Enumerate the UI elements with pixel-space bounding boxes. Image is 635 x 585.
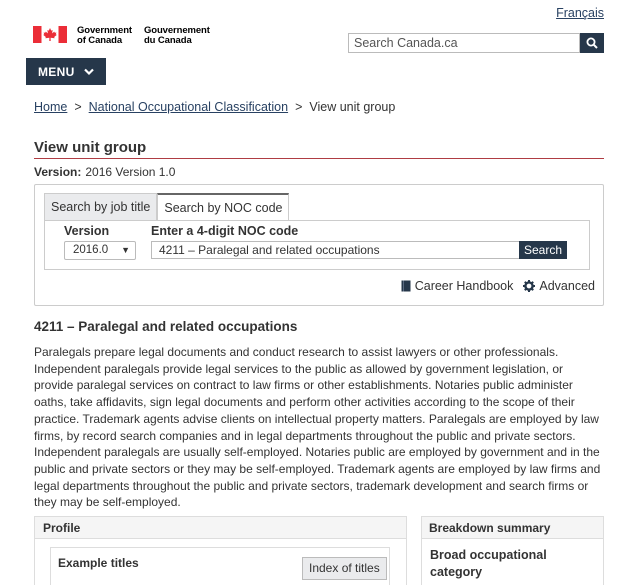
breadcrumb-separator: > bbox=[295, 100, 303, 114]
search-button[interactable] bbox=[580, 33, 604, 53]
unit-group-title: 4211 – Paralegal and related occupations bbox=[34, 319, 298, 334]
example-titles-heading: Example titles bbox=[58, 556, 139, 570]
menu-button[interactable] bbox=[26, 58, 106, 85]
profile-panel bbox=[34, 516, 407, 585]
menu-label: MENU bbox=[38, 64, 75, 79]
chevron-down-icon bbox=[84, 68, 94, 76]
search-tabs bbox=[44, 193, 289, 221]
book-icon bbox=[401, 280, 411, 292]
profile-heading: Profile bbox=[35, 517, 406, 539]
tab-search-by-noc-code[interactable]: Search by NOC code bbox=[157, 193, 289, 221]
title-divider bbox=[34, 158, 604, 159]
noc-code-label: Enter a 4-digit NOC code bbox=[151, 224, 299, 238]
version-select-label: Version bbox=[64, 224, 110, 238]
page-title: View unit group bbox=[34, 139, 147, 156]
breadcrumb-home-link[interactable]: Home bbox=[34, 100, 68, 114]
noc-search-button[interactable]: Search bbox=[519, 241, 567, 259]
career-handbook-label: Career Handbook bbox=[414, 279, 514, 293]
version-label: Version: bbox=[34, 165, 82, 179]
language-toggle-link[interactable]: Français bbox=[556, 6, 604, 20]
search-links bbox=[391, 279, 595, 293]
search-input[interactable] bbox=[348, 33, 580, 53]
version-select[interactable] bbox=[64, 241, 136, 260]
search-icon bbox=[586, 37, 598, 49]
site-search bbox=[348, 33, 604, 53]
index-of-titles-button[interactable]: Index of titles bbox=[302, 557, 387, 580]
canada-flag-icon bbox=[33, 26, 67, 43]
noc-code-input[interactable]: 4211 – Paralegal and related occupations bbox=[151, 241, 520, 259]
example-titles-box bbox=[50, 547, 390, 585]
advanced-search-label: Advanced bbox=[539, 279, 595, 293]
broad-occupational-category-heading: Broad occupational category bbox=[430, 548, 547, 579]
gear-icon bbox=[523, 280, 535, 292]
breadcrumb bbox=[34, 100, 395, 114]
noc-search-panel bbox=[34, 184, 604, 306]
breakdown-summary-panel bbox=[421, 516, 604, 585]
career-handbook-link[interactable] bbox=[401, 279, 514, 293]
version-select-value: 2016.0 bbox=[73, 244, 109, 256]
government-of-canada-logo[interactable] bbox=[33, 26, 222, 46]
unit-group-description: Paralegals prepare legal documents and conduct research to assist lawyers or other professionals. Independent paralegals provide legal services to the public as allowed by government legislation, or provide paralegal services on contract to law firms or other establishments. Notaries public administer oaths, take affidavits, sign legal documents and perform other activities according to the scope of their practice. Trademark agents advise clients on intellectual property matters. Paralegals are employed by law firms, by record search companies and in legal departments throughout the public and private sectors. Independent paralegals are usually self-employed. Notaries public are employed by government and in the public and private sectors or they may be self-employed. Trademark agents are employed by law firms and legal departments throughout the public and private sectors, trademark development and search firms or they may be self-employed. bbox=[34, 345, 601, 510]
gov-name-english: Government of Canada bbox=[77, 25, 132, 46]
breadcrumb-noc-link[interactable]: National Occupational Classification bbox=[88, 100, 289, 114]
tab-search-by-job-title[interactable]: Search by job title bbox=[44, 193, 157, 221]
noc-code-tab-panel bbox=[44, 220, 590, 270]
breadcrumb-separator: > bbox=[74, 100, 82, 114]
breadcrumb-current: View unit group bbox=[309, 100, 396, 114]
version-value: 2016 Version 1.0 bbox=[85, 165, 176, 179]
advanced-search-link[interactable] bbox=[523, 279, 595, 293]
version-info bbox=[34, 165, 175, 179]
breakdown-summary-heading: Breakdown summary bbox=[422, 517, 603, 539]
dropdown-arrow-icon: ▼ bbox=[121, 245, 130, 255]
gov-name-french: Gouvernement du Canada bbox=[143, 25, 210, 46]
